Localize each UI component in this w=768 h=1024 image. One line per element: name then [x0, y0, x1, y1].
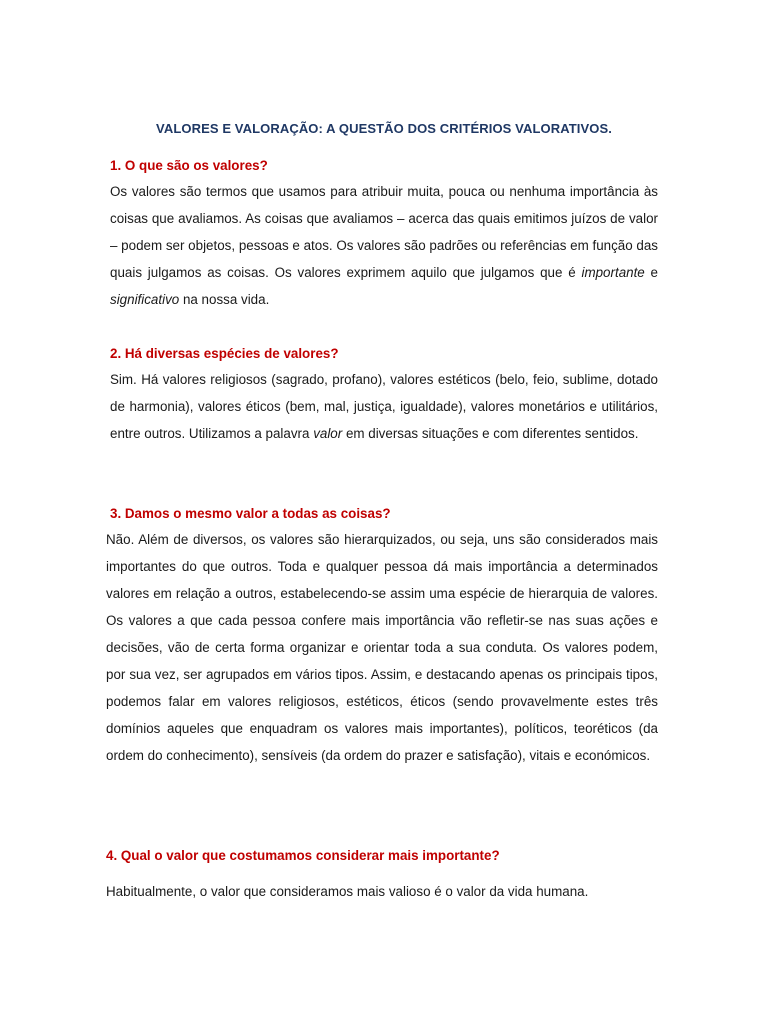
section-1-paragraph [110, 178, 658, 313]
section-1-text-c: na nossa vida. [179, 292, 270, 307]
section-2-heading: 2. Há diversas espécies de valores? [110, 346, 339, 361]
section-4-paragraph: Habitualmente, o valor que consideramos mais valioso é o valor da vida humana. [106, 884, 589, 899]
section-2-text-b: em diversas situações e com diferentes sentidos. [342, 426, 639, 441]
section-4-heading: 4. Qual o valor que costumamos considerar mais importante? [106, 848, 500, 863]
section-1-text-b: e [644, 265, 658, 280]
section-2-text-a: Sim. Há valores religiosos (sagrado, profano), valores estéticos (belo, feio, sublime, dotado de harmonia), valores éticos (bem, mal, justiça, igualdade), valores monetários e utilitários, entre outros. Utilizamos a palavra [110, 372, 658, 441]
section-1-heading: 1. O que são os valores? [110, 158, 268, 173]
section-2-paragraph [110, 366, 658, 447]
section-3-heading: 3. Damos o mesmo valor a todas as coisas? [110, 506, 391, 521]
section-2-italic-valor: valor [313, 426, 343, 441]
section-1-italic-importante: importante [581, 265, 645, 280]
section-1-text-a: Os valores são termos que usamos para atribuir muita, pouca ou nenhuma importância às coisas que avaliamos. As coisas que avaliamos – acerca das quais emitimos juízos de valor – podem ser objetos, pessoas e atos. Os valores são padrões ou referências em função das quais julgamos as coisas. Os valores exprimem aquilo que julgamos que é [110, 184, 658, 280]
document-title: VALORES E VALORAÇÃO: A QUESTÃO DOS CRITÉRIOS VALORATIVOS. [156, 121, 612, 136]
section-1-italic-significativo: significativo [110, 292, 180, 307]
section-3-paragraph: Não. Além de diversos, os valores são hierarquizados, ou seja, uns são considerados mais importantes do que outros. Toda e qualquer pessoa dá mais importância a determinados valores em relação a outros, estabelecendo-se assim uma espécie de hierarquia de valores. Os valores a que cada pessoa confere mais importância vão refletir-se nas suas ações e decisões, vão de certa forma organizar e orientar toda a sua conduta. Os valores podem, por sua vez, ser agrupados em vários tipos. Assim, e destacando apenas os principais tipos, podemos falar em valores religiosos, estéticos, éticos (sendo provavelmente estes três domínios aqueles que enquadram os valores mais importantes), políticos, teoréticos (da ordem do conhecimento), sensíveis (da ordem do prazer e satisfação), vitais e económicos. [106, 532, 658, 763]
